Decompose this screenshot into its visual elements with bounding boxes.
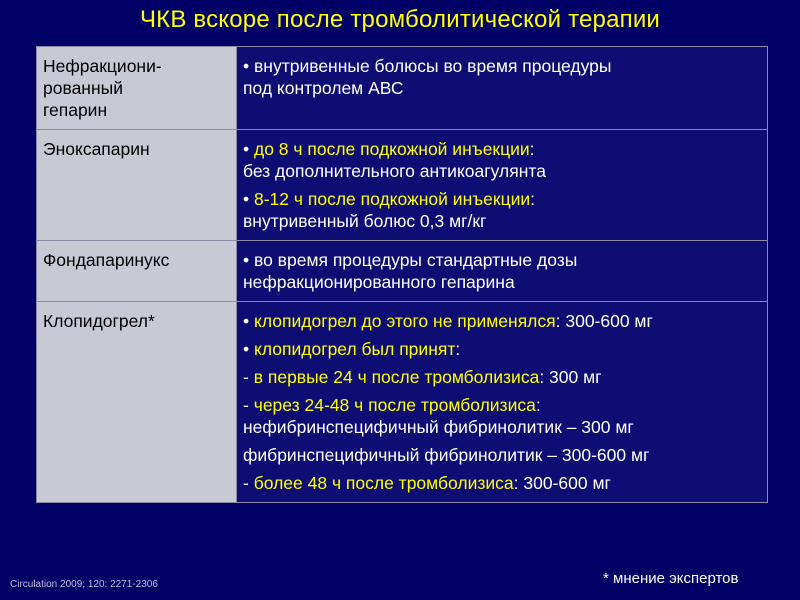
dosing-line	[243, 210, 761, 232]
dosing-cell	[237, 302, 768, 503]
dosing-text: • во время процедуры стандартные дозы	[243, 250, 578, 270]
dosing-text: :	[529, 139, 535, 159]
dosing-text: -	[243, 395, 254, 415]
drug-name: рованный	[43, 78, 123, 98]
table-row	[37, 302, 768, 503]
dosing-line	[243, 310, 761, 332]
dosing-line	[243, 366, 761, 388]
dosing-text: нефракционированного гепарина	[243, 272, 515, 292]
dosing-cell	[237, 130, 768, 241]
dosing-line	[243, 444, 761, 466]
dosing-text: :	[455, 339, 461, 359]
dosing-line	[243, 160, 761, 182]
drug-name: Нефракциони-	[43, 56, 162, 76]
dosing-text: фибринспецифичный фибринолитик – 300-600 мг	[243, 445, 650, 465]
dosing-text: •	[243, 139, 254, 159]
dosing-text: -	[243, 367, 254, 387]
drug-name: гепарин	[43, 100, 108, 120]
table-row	[37, 130, 768, 241]
highlight-text: клопидогрел до этого не применялся	[254, 311, 556, 331]
table-row	[37, 241, 768, 302]
highlight-text: до 8 ч после подкожной инъекции	[254, 139, 530, 159]
highlight-text: более 48 ч после тромболизиса	[253, 473, 514, 493]
highlight-text: через 24-48 ч после тромболизиса	[253, 395, 536, 415]
therapy-table	[36, 46, 768, 503]
dosing-text: •	[243, 311, 254, 331]
dosing-text: : 300 мг	[539, 367, 602, 387]
dosing-line	[243, 138, 761, 160]
dosing-line	[243, 472, 761, 494]
dosing-text: без дополнительного антикоагулянта	[243, 161, 546, 181]
dosing-line	[243, 55, 761, 77]
dosing-text: : 300-600 мг	[555, 311, 653, 331]
highlight-text: 8-12 ч после подкожной инъекции	[254, 189, 531, 209]
dosing-text: :	[535, 395, 541, 415]
dosing-text: :	[530, 189, 536, 209]
dosing-line	[243, 271, 761, 293]
dosing-line	[243, 416, 761, 438]
drug-name: Эноксапарин	[43, 139, 150, 159]
dosing-text: •	[243, 189, 254, 209]
drug-name-cell	[37, 302, 237, 503]
dosing-cell	[237, 47, 768, 130]
dosing-text: •	[243, 339, 254, 359]
dosing-line	[243, 249, 761, 271]
citation: Circulation 2009; 120: 2271-2306	[10, 579, 158, 590]
dosing-text: -	[243, 473, 254, 493]
dosing-cell	[237, 241, 768, 302]
drug-name-cell	[37, 47, 237, 130]
drug-name: Клопидогрел*	[43, 311, 155, 331]
dosing-line	[243, 338, 761, 360]
dosing-text: внутривенный болюс 0,3 мг/кг	[243, 211, 487, 231]
dosing-text: • внутривенные болюсы во время процедуры	[243, 56, 612, 76]
drug-name-cell	[37, 241, 237, 302]
highlight-text: клопидогрел был принят	[254, 339, 456, 359]
dosing-line	[243, 77, 761, 99]
dosing-text: под контролем АВС	[243, 78, 404, 98]
expert-note: * мнение экспертов	[603, 570, 739, 587]
dosing-line	[243, 188, 761, 210]
highlight-text: в первые 24 ч после тромболизиса	[253, 367, 540, 387]
dosing-line	[243, 394, 761, 416]
drug-name-cell	[37, 130, 237, 241]
dosing-text: нефибринспецифичный фибринолитик – 300 мг	[243, 417, 634, 437]
table-row	[37, 47, 768, 130]
dosing-text: : 300-600 мг	[513, 473, 611, 493]
page-title: ЧКВ вскоре после тромболитической терапии	[139, 6, 661, 33]
drug-name: Фондапаринукс	[43, 250, 170, 270]
